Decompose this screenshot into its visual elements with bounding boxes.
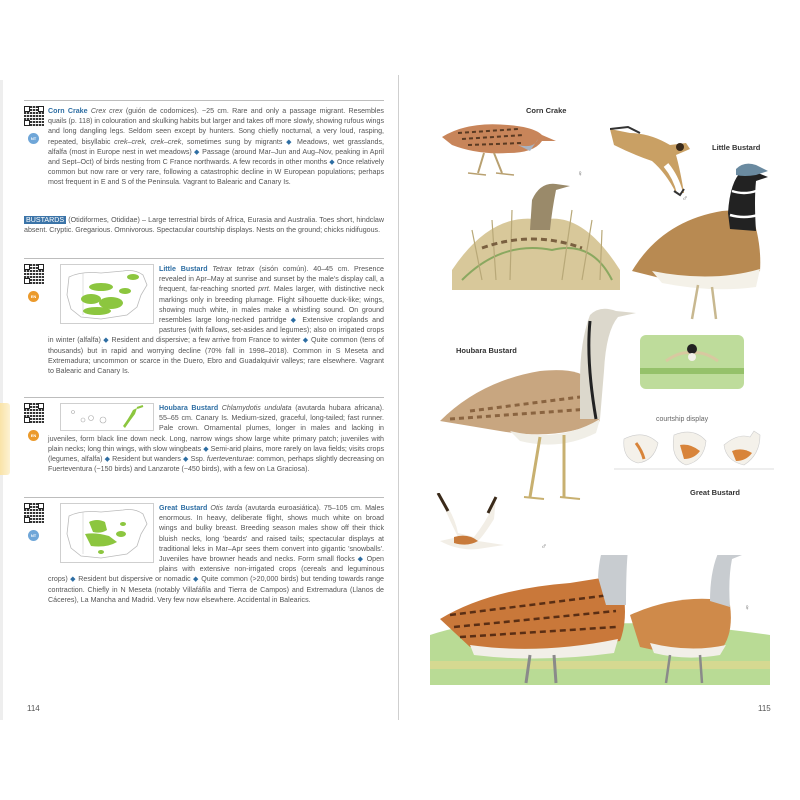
status-badge-nt: NT: [28, 133, 39, 144]
entry-houbara-bustard: EN Houbara Bustard Chlamydotis undulata (avutarda hubara africana). 55–65 cm. Canary Is. Medium-sized, graceful, long-tailed; fast runner. Pale crown. Ornamental plumes, longer in males and lacking in juveniles, form black line down neck. Long, narrow wings show large white primary patch; juveniles with plain necks; long thin wings, with slow wingbeats ◆ Semi-arid plains, more rarely on lava fields; visits crops (legumes, alfalfa) ◆ Resident but wanders ◆ Ssp. fuerteventurae: common, perhaps slightly decreasing on Fuerteventura (~150 birds) and Lanzarote (~450 birds), with a few on La Graciosa).: [24, 397, 384, 474]
book-gutter: [398, 75, 399, 720]
divider: [24, 258, 384, 259]
family-tag: BUSTARDS: [26, 216, 65, 224]
qr-code-icon[interactable]: [24, 264, 44, 284]
illustration-great-bustard-pair: [430, 555, 770, 685]
species-name: Corn Crake: [48, 107, 88, 115]
bullet-icon: ◆: [203, 444, 209, 453]
distribution-map-canaries: [60, 403, 154, 431]
species-name: Little Bustard: [159, 265, 208, 273]
status-badge-en: EN: [28, 291, 39, 302]
bullet-icon: ◆: [104, 455, 111, 464]
bullet-icon: ◆: [357, 555, 364, 564]
divider: [24, 497, 384, 498]
illustration-great-bustard-flight: [434, 493, 510, 553]
bullet-icon: ◆: [70, 575, 76, 584]
scientific-name: Chlamydotis undulata: [221, 404, 292, 412]
illustration-little-bustard-female-nest: [452, 170, 620, 290]
entry-great-bustard: NT Great Bustard Otis tarda (avutarda euroasiática). 75–105 cm. Males enormous. In heavy, deliberate flight, shows much white on broad wings and bulky breast. Breeding season males show off their thick bluish necks, long 'beards' and raised tails; spectacular displays at traditional leks in Mar–Apr sees them convert into gigantic 'snowballs'. Juveniles have browner heads and necks. Form small flocks ◆ Open plains with extensive non-irrigated crops (cereals and leguminous crops) ◆ Resident but dispersive or nomadic ◆ Quite common (>20,000 birds) but tending towards range contraction. Chiefly in N Meseta (notably Villafáfila and Tierra de Campos) and Extremadura (Llanos de Cáceres), La Mancha and Madrid. Very few now elsewhere. Accidental in Balearics.: [24, 497, 384, 605]
bullet-icon: ◆: [193, 575, 199, 584]
status-badge-nt: NT: [28, 530, 39, 541]
distribution-map-iberia: [60, 264, 154, 324]
female-symbol: ♀: [577, 169, 583, 178]
entry-side: [24, 503, 46, 541]
entry-corn-crake: [24, 100, 384, 188]
scientific-name: Tetrax tetrax: [212, 265, 255, 273]
illustration-corn-crake: [438, 115, 558, 177]
bullet-icon: ◆: [286, 137, 294, 146]
family-description: (Otidiformes, Otididae) – Large terrestrial birds of Africa, Eurasia and Australia. Toes short, hindclaw absent. Cryptic. Gregarious. Omnivorous. Spectacular courtship displays. Nests on the ground; chicks nidifugous.: [24, 216, 384, 235]
entry-text: Corn Crake Crex crex (guión de codornices). ~25 cm. Rare and only a passage migrant. Resembles quails (p. 118) in colouration and skulking habits but larger and takes off more slowly, showing rufous wings and long dangling legs. Seldom seen except by hunters. Song chiefly nocturnal, a very loud, rasping, repeated, bisyllabic crek–crek, crek–crek, sometimes sung by migrants ◆ Meadows, wet grasslands, alfalfa (most in Europe nest in wet meadows) ◆ Passage (around Mar–Jun and Aug–Nov, peaking in April and Sept–Oct) of birds nesting from C France northwards. A few records in other months ◆ Once relatively common but now rare or very rare, following a catastrophic decline in W European populations; perhaps most frequent in E and S of the Peninsula. Vagrant to Balearic and Canary Is.: [48, 107, 384, 187]
illustration-houbara-bustard: [440, 301, 640, 501]
label-little-bustard: Little Bustard: [712, 143, 761, 152]
label-courtship-display: courtship display: [656, 416, 709, 423]
qr-code-icon[interactable]: [24, 403, 44, 423]
page-left: [0, 75, 398, 725]
entry-side: [24, 106, 46, 144]
species-name: Houbara Bustard: [159, 404, 219, 412]
distribution-map-iberia: [60, 503, 154, 563]
bullet-icon: ◆: [183, 455, 189, 464]
bullet-icon: ◆: [290, 316, 299, 325]
page-number-right: 115: [758, 704, 771, 713]
illustration-great-bustard-courtship: [614, 425, 774, 475]
label-corn-crake: Corn Crake: [526, 106, 567, 115]
illustration-little-bustard-display: [640, 331, 744, 391]
female-symbol: ♀: [744, 603, 750, 612]
page-right-plate: [400, 75, 800, 725]
entry-side: [24, 264, 46, 302]
entry-side: [24, 403, 46, 441]
male-symbol: ♂: [541, 542, 547, 551]
label-houbara-bustard: Houbara Bustard: [456, 346, 517, 355]
status-badge-en: EN: [28, 430, 39, 441]
bullet-icon: ◆: [103, 336, 110, 345]
divider: [24, 100, 384, 101]
divider: [24, 397, 384, 398]
species-name: Great Bustard: [159, 504, 208, 512]
entry-little-bustard: EN Little Bustard Tetrax tetrax (sisón común). 40–45 cm. Presence revealed in Apr–May at sunrise and sunset by the male's display call, a frequent, far-reaching snorted prrt. Males larger, with distinctive neck markings only in breeding plumage. Flight silhouette duck-like; wings, showing much white, in males make a whistling sound. On ground resembles large long-necked partridge ◆ Extensive croplands and pastures (with fallows, set-asides and legumes); also on irrigated crops in winter (alfalfa) ◆ Resident and dispersive; a few arrive from France to winter ◆ Quite common (tens of thousands) but in rapid and worrying decline (70% fall in 1998–2018). Common in S Meseta and Extremadura; uncommon or scarce in the Duero, Ebro and Guadalquivir valleys; rare elsewhere. Vagrant to Balearic and Canary Is.: [24, 258, 384, 376]
label-great-bustard: Great Bustard: [690, 488, 741, 497]
scientific-name: Otis tarda: [210, 504, 243, 512]
bullet-icon: ◆: [329, 158, 335, 167]
page-number-left: 114: [27, 704, 40, 713]
family-header: [24, 215, 384, 235]
scientific-name: Crex crex: [90, 107, 123, 115]
male-symbol: ♂: [682, 194, 688, 203]
bullet-icon: ◆: [302, 336, 309, 345]
illustration-little-bustard-male: [632, 161, 772, 321]
qr-code-icon[interactable]: [24, 503, 44, 523]
bullet-icon: ◆: [194, 147, 200, 156]
qr-code-icon[interactable]: [24, 106, 44, 126]
